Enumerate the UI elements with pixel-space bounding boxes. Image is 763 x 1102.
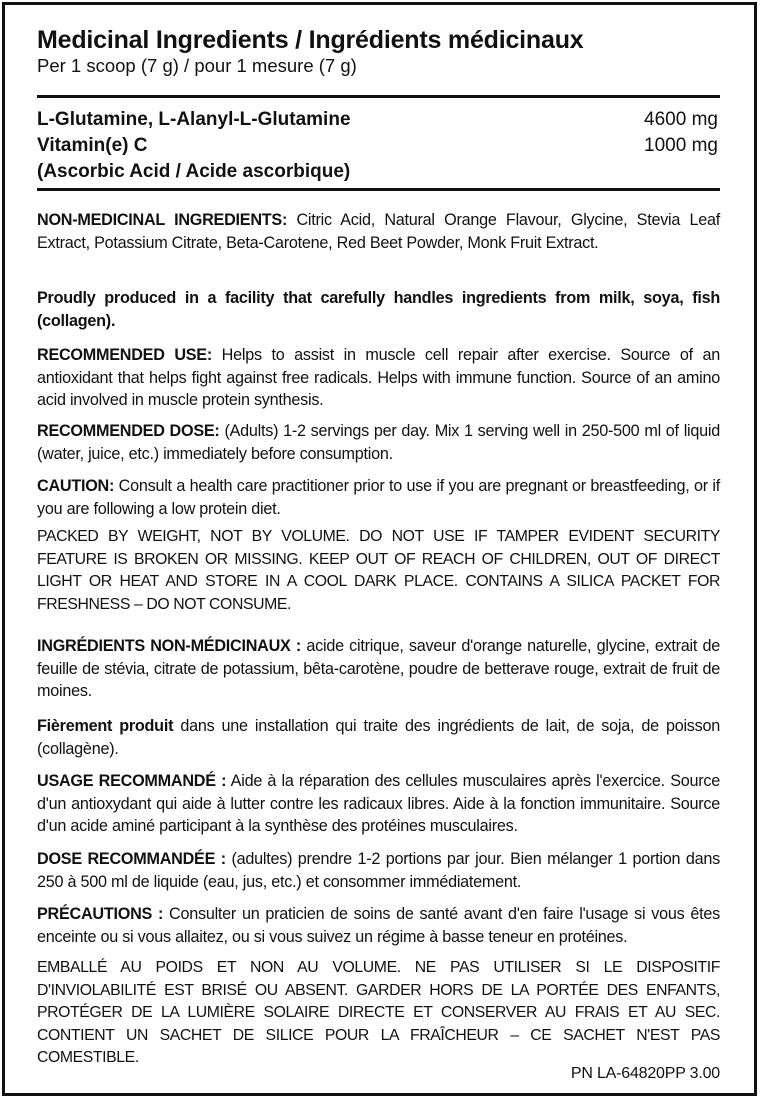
ingredient-name: (Ascorbic Acid / Acide ascorbique) — [37, 161, 351, 182]
product-number: PN LA-64820PP 3.00 — [570, 1065, 720, 1082]
ingredient-name: L-Glutamine, L-Alanyl-L-Glutamine — [37, 109, 351, 130]
en-caution — [37, 475, 720, 520]
section-text: Aide à la réparation des cellules musculaires après l'exercice. Source d'un antioxydant qui aide à lutter contre les radicaux libres. Aide à la fonction immunitaire. Source d'un acide aminé participant à la synthèse des protéines musculaires. — [37, 772, 720, 835]
en-packed-warning — [37, 526, 720, 616]
section-label: NON-MEDICINAL INGREDIENTS: — [37, 211, 288, 229]
fr-packed-warning — [37, 957, 720, 1070]
section-text: (adultes) prendre 1-2 portions par jour. Bien mélanger 1 portion dans 250 à 500 ml de liquide (eau, jus, etc.) et consommer immédiatement. — [37, 850, 720, 891]
section-text: (Adults) 1-2 servings per day. Mix 1 serving well in 250-500 ml of liquid (water, juice, etc.) immediately before consumption. — [37, 422, 721, 463]
section-label: USAGE RECOMMANDÉ : — [37, 772, 227, 790]
section-text: acide citrique, saveur d'orange naturelle, glycine, extrait de feuille de stévia, citrate de potassium, bêta-carotène, poudre de betterave rouge, extrait de fruit de moines. — [37, 637, 720, 700]
ingredient-row — [37, 133, 720, 159]
fr-precautions — [37, 903, 720, 948]
section-label: Proudly produced — [37, 289, 177, 307]
section-label: PRÉCAUTIONS : — [37, 905, 164, 923]
section-label: Fièrement produit — [37, 717, 174, 735]
section-text: Citric Acid, Natural Orange Flavour, Glycine, Stevia Leaf Extract, Potassium Citrate, Beta-Carotene, Red Beet Powder, Monk Fruit Extract. — [37, 211, 720, 252]
ingredient-row — [37, 159, 720, 185]
fr-dose — [37, 848, 720, 893]
ingredients-divider — [37, 188, 720, 191]
fr-produced — [37, 715, 720, 760]
en-recommended-dose — [37, 420, 720, 465]
label-header — [37, 25, 720, 77]
ingredient-name: Vitamin(e) C — [37, 135, 148, 156]
serving-size: Per 1 scoop (7 g) / pour 1 mesure (7 g) — [37, 55, 357, 76]
en-produced — [37, 287, 720, 332]
warning-text: PACKED BY WEIGHT, NOT BY VOLUME. DO NOT USE IF TAMPER EVIDENT SECURITY FEATURE IS BROKEN OR MISSING. KEEP OUT OF REACH OF CHILDREN, OUT OF DIRECT LIGHT OR HEAT AND STORE IN A COOL DARK PLACE. CONTAINS A SILICA PACKET FOR FRESHNESS – DO NOT CONSUME. — [37, 528, 720, 613]
header-divider — [37, 95, 720, 98]
section-label: INGRÉDIENTS NON-MÉDICINAUX : — [37, 637, 302, 655]
page-title: Medicinal Ingredients / Ingrédients médicinaux — [37, 26, 584, 54]
warning-text: EMBALLÉ AU POIDS ET NON AU VOLUME. NE PAS UTILISER SI LE DISPOSITIF D'INVIOLABILITÉ EST BRISÉ OU ABSENT. GARDER HORS DE LA PORTÉE DES ENFANTS, PROTÉGER DE LA LUMIÈRE SOLAIRE DIRECTE ET CONSERVER AU FRAIS ET AU SEC. CONTIENT UN SACHET DE SILICE POUR LA FRAÎCHEUR – CE SACHET N'EST PAS COMESTIBLE. — [37, 959, 720, 1066]
section-text: dans une installation qui traite des ingrédients de lait, de soja, de poisson (collagène). — [37, 717, 720, 758]
ingredient-amount — [718, 159, 720, 185]
section-text: Consulter un praticien de soins de santé avant d'en faire l'usage si vous êtes enceinte ou si vous allaitez, ou si vous suivez un régime à basse teneur en protéines. — [37, 905, 720, 946]
section-text: in a facility that carefully handles ingredients from milk, soya, fish (collagen). — [37, 289, 720, 330]
medicinal-ingredients — [37, 107, 720, 185]
en-recommended-use — [37, 344, 720, 412]
section-label: RECOMMENDED USE: — [37, 346, 212, 364]
section-text: Helps to assist in muscle cell repair after exercise. Source of an antioxidant that helps fight against free radicals. Helps with immune function. Source of an amino acid involved in muscle protein synthesis. — [37, 346, 720, 409]
section-label: DOSE RECOMMANDÉE : — [37, 850, 226, 868]
en-nonmedicinal — [37, 209, 720, 254]
ingredient-row — [37, 107, 720, 133]
supplement-facts-label — [2, 2, 757, 1096]
section-label: RECOMMENDED DOSE: — [37, 422, 220, 440]
section-text: Consult a health care practitioner prior to use if you are pregnant or breastfeeding, or if you are following a low protein diet. — [37, 477, 720, 518]
ingredient-amount: 4600 mg — [644, 109, 718, 130]
ingredient-amount: 1000 mg — [644, 135, 718, 156]
fr-usage — [37, 770, 720, 838]
fr-nonmedicinal — [37, 635, 720, 703]
section-label: CAUTION: — [37, 477, 115, 495]
